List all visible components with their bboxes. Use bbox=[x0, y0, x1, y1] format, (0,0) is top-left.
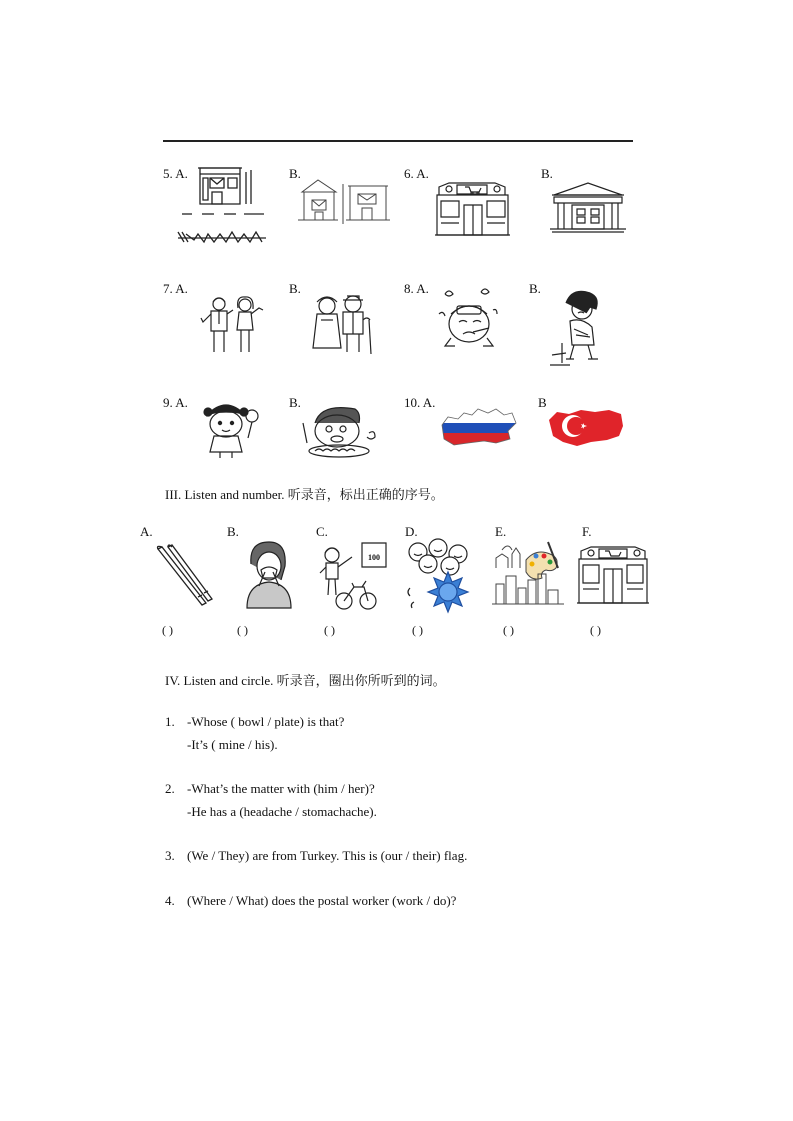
header-rule bbox=[163, 140, 633, 142]
q1-number: 1. bbox=[165, 714, 175, 729]
q5-b-label: B. bbox=[289, 166, 301, 181]
post-office-icon bbox=[176, 162, 268, 252]
old-couple-icon bbox=[307, 290, 377, 356]
supermarket-icon bbox=[577, 545, 649, 605]
q7-label: 7. A. bbox=[163, 281, 188, 296]
q7-b-label: B. bbox=[289, 281, 301, 296]
feverish-boy-icon bbox=[437, 288, 501, 354]
chopsticks-icon bbox=[154, 543, 214, 609]
section-3-item-a-label: A. bbox=[140, 524, 153, 539]
section-3-item-b-label: B. bbox=[227, 524, 239, 539]
answer-blank-c[interactable]: ( ) bbox=[324, 623, 335, 637]
answer-blank-b[interactable]: ( ) bbox=[237, 623, 248, 637]
boy-with-bike-icon bbox=[316, 541, 388, 611]
coughing-girl-icon bbox=[241, 540, 295, 610]
stomachache-boy-icon bbox=[548, 287, 616, 369]
city-palette-icon bbox=[492, 538, 564, 606]
post-office-pair-icon bbox=[298, 178, 390, 228]
q3-number: 3. bbox=[165, 848, 175, 863]
q2-line-2: -He has a (headache / stomachache). bbox=[187, 804, 377, 819]
q2-number: 2. bbox=[165, 781, 175, 796]
q10-label: 10. A. bbox=[404, 395, 436, 410]
section-3-item-d-label: D. bbox=[405, 524, 418, 539]
supermarket-icon bbox=[435, 181, 510, 237]
boy-eating-icon bbox=[297, 403, 379, 461]
answer-blank-f[interactable]: ( ) bbox=[590, 623, 601, 637]
young-couple-icon bbox=[197, 294, 269, 356]
q9-label: 9. A. bbox=[163, 395, 188, 410]
section-3-item-c-label: C. bbox=[316, 524, 328, 539]
q2-line-1: -What’s the matter with (him / her)? bbox=[187, 781, 375, 796]
girl-with-lollipop-icon bbox=[200, 398, 260, 460]
answer-blank-a[interactable]: ( ) bbox=[162, 623, 173, 637]
q4-number: 4. bbox=[165, 893, 175, 908]
q3-line-1: (We / They) are from Turkey. This is (our / their) flag. bbox=[187, 848, 468, 863]
q10-b-label: B bbox=[538, 395, 547, 410]
q6-label: 6. A. bbox=[404, 166, 429, 181]
section-3-item-f-label: F. bbox=[582, 524, 592, 539]
q6-b-label: B. bbox=[541, 166, 553, 181]
russia-flag-map-icon bbox=[438, 405, 518, 447]
section-3-item-e-label: E. bbox=[495, 524, 507, 539]
section-3-title: III. Listen and number. 听录音，标出正确的序号。 bbox=[165, 487, 444, 502]
answer-blank-e[interactable]: ( ) bbox=[503, 623, 514, 637]
q8-label: 8. A. bbox=[404, 281, 429, 296]
smiley-faces-sun-icon bbox=[404, 538, 476, 612]
q1-line-1: -Whose ( bowl / plate) is that? bbox=[187, 714, 345, 729]
q4-line-1: (Where / What) does the postal worker (work / do)? bbox=[187, 893, 457, 908]
answer-blank-d[interactable]: ( ) bbox=[412, 623, 423, 637]
section-4-title: IV. Listen and circle. 听录音，圈出你所听到的词。 bbox=[165, 673, 446, 688]
q9-b-label: B. bbox=[289, 395, 301, 410]
q1-line-2: -It’s ( mine / his). bbox=[187, 737, 278, 752]
bike-sign-number: 100 bbox=[368, 553, 380, 562]
turkey-flag-map-icon bbox=[547, 406, 625, 448]
bank-icon bbox=[550, 181, 626, 233]
q5-label: 5. A. bbox=[163, 166, 188, 181]
q8-b-label: B. bbox=[529, 281, 541, 296]
